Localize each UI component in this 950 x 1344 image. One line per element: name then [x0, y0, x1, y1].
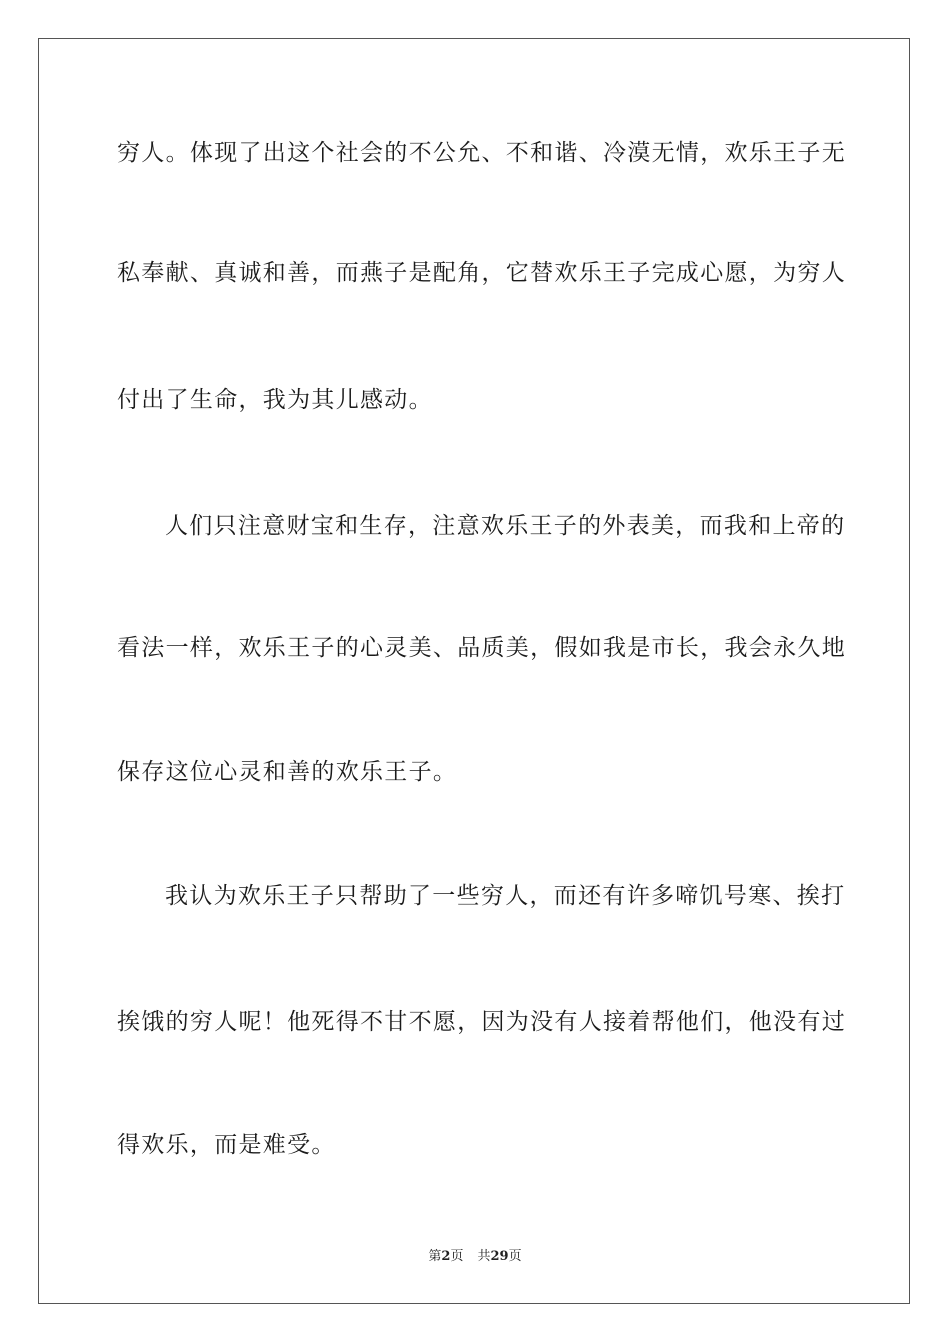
paragraph-3-line-1: 我认为欢乐王子只帮助了一些穷人，而还有许多啼饥号寒、挨打 [165, 883, 846, 909]
paragraph-2-line-1: 人们只注意财宝和生存，注意欢乐王子的外表美，而我和上帝的 [165, 513, 846, 539]
page-border [38, 38, 910, 1304]
paragraph-1-line-2: 私奉献、真诚和善，而燕子是配角，它替欢乐王子完成心愿，为穷人 [117, 260, 846, 286]
page-prefix: 第 [428, 1249, 442, 1264]
page-suffix: 页 [450, 1249, 464, 1264]
page-footer [0, 1248, 950, 1266]
paragraph-2-line-3: 保存这位心灵和善的欢乐王子。 [117, 759, 458, 785]
page-number: 2 [441, 1249, 451, 1264]
paragraph-1-line-1: 穷人。体现了出这个社会的不公允、不和谐、冷漠无情，欢乐王子无 [117, 140, 846, 166]
total-prefix: 共 [477, 1249, 491, 1264]
paragraph-2-line-2: 看法一样，欢乐王子的心灵美、品质美，假如我是市长，我会永久地 [117, 635, 846, 661]
total-suffix: 页 [508, 1249, 522, 1264]
paragraph-3-line-3: 得欢乐，而是难受。 [117, 1132, 336, 1158]
paragraph-1-line-3: 付出了生命，我为其儿感动。 [117, 387, 433, 413]
total-pages: 29 [490, 1249, 509, 1264]
paragraph-3-line-2: 挨饿的穷人呢！他死得不甘不愿，因为没有人接着帮他们，他没有过 [117, 1009, 846, 1035]
